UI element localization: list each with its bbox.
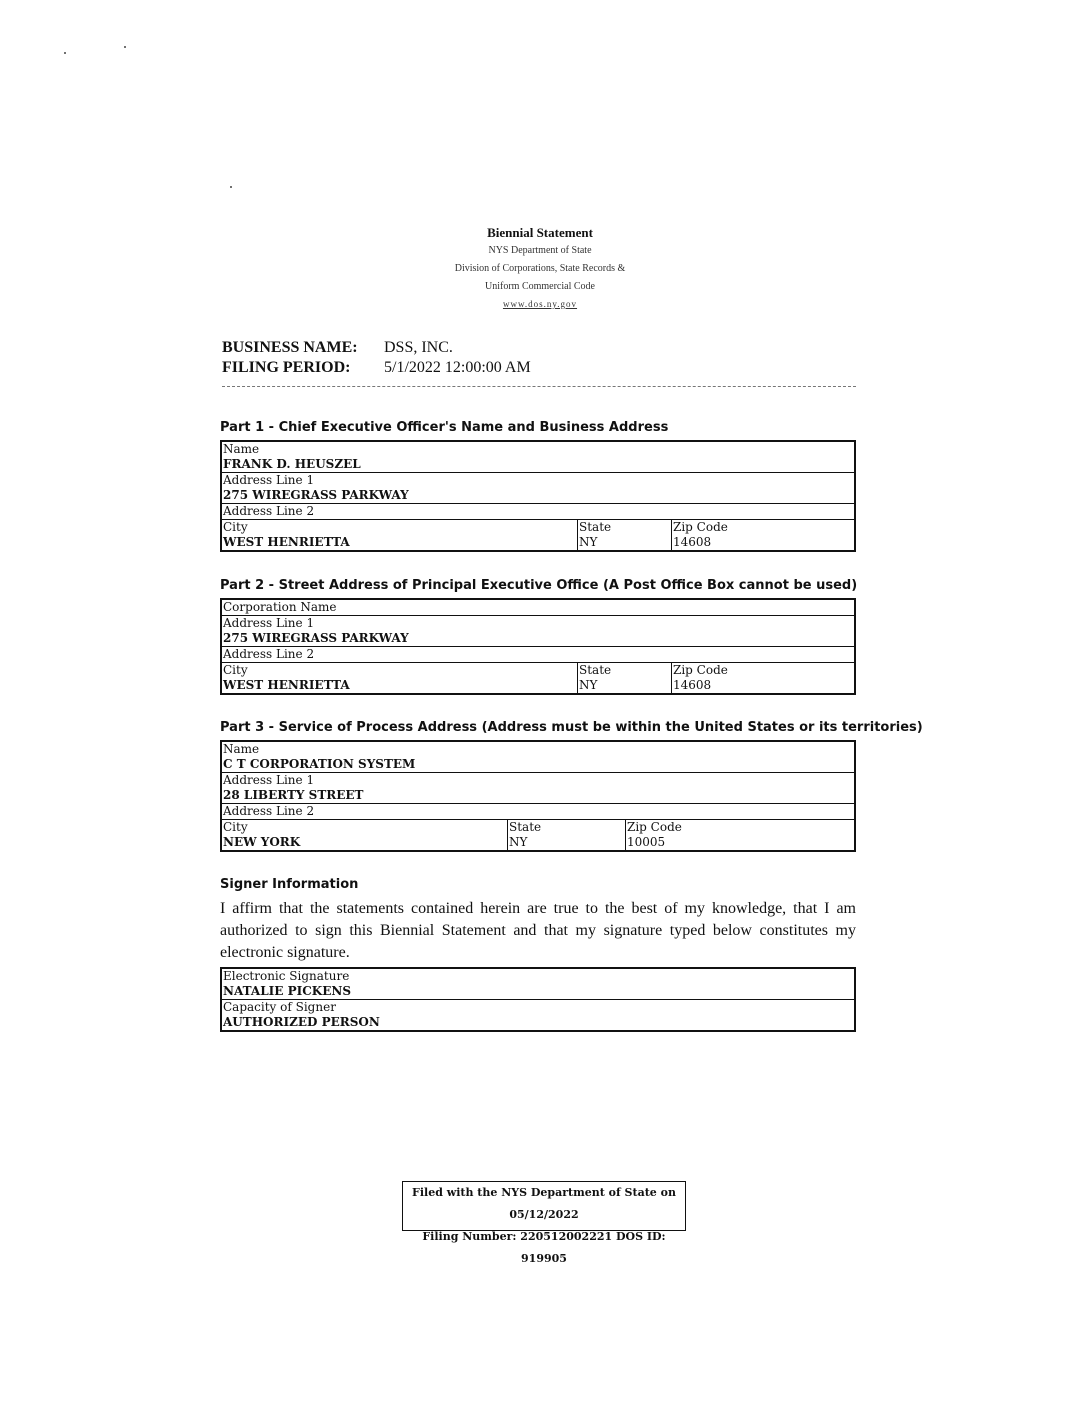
field-label: City (223, 520, 248, 534)
part1-title: Part 1 - Chief Executive Officer's Name and Business Address (220, 420, 669, 435)
document-header (440, 224, 640, 312)
field-label: Address Line 2 (223, 804, 315, 818)
field-label: Address Line 2 (223, 647, 315, 661)
part3-addr2-cell (221, 804, 855, 820)
office-state-value: NY (579, 678, 598, 692)
field-label: Name (223, 742, 260, 756)
filing-period-value: 5/1/2022 12:00:00 AM (384, 359, 531, 376)
filing-period-label: FILING PERIOD: (222, 359, 351, 376)
part3-state-cell (508, 820, 626, 852)
field-label: City (223, 663, 248, 677)
signature-cell (221, 968, 855, 1000)
business-name-label: BUSINESS NAME: (222, 339, 358, 356)
field-label: State (509, 820, 542, 834)
agent-name-value: C T CORPORATION SYSTEM (223, 757, 416, 771)
ceo-city-value: WEST HENRIETTA (223, 535, 350, 549)
ceo-name-value: FRANK D. HEUSZEL (223, 457, 361, 471)
business-name-value: DSS, INC. (384, 339, 453, 356)
filing-number-text: Filing Number: 220512002221 DOS ID: 919905 (422, 1230, 666, 1265)
agent-zip-value: 10005 (627, 835, 666, 849)
business-info (222, 338, 531, 378)
field-label: Corporation Name (223, 600, 337, 614)
field-label: Address Line 1 (223, 616, 315, 630)
signature-value: NATALIE PICKENS (223, 984, 351, 998)
signer-title: Signer Information (220, 877, 359, 892)
agent-city-value: NEW YORK (223, 835, 301, 849)
filed-date-text: Filed with the NYS Department of State on 05/12/2022 (412, 1186, 676, 1221)
part3-name-cell (221, 741, 855, 773)
field-label: State (579, 520, 612, 534)
division-name-cont: Uniform Commercial Code (485, 281, 595, 292)
field-label: Zip Code (673, 663, 728, 677)
part3-zip-cell (626, 820, 856, 852)
part3-title: Part 3 - Service of Process Address (Address must be within the United States or its territories) (220, 720, 923, 735)
part1-name-cell (221, 441, 855, 473)
part2-title: Part 2 - Street Address of Principal Executive Office (A Post Office Box cannot be used) (220, 578, 858, 593)
field-label: City (223, 820, 248, 834)
document-title: Biennial Statement (487, 225, 593, 240)
scan-speck (124, 46, 126, 48)
scan-speck (64, 52, 66, 54)
ceo-address1-value: 275 WIREGRASS PARKWAY (223, 488, 409, 502)
part2-addr2-cell (221, 647, 855, 663)
division-name: Division of Corporations, State Records & (454, 263, 626, 274)
field-label: Zip Code (627, 820, 682, 834)
affirmation-text: I affirm that the statements contained herein are true to the best of my knowledge, that I am authorized to sign this Biennial Statement and that my signature typed below constitutes my electronic signature. (220, 900, 856, 961)
part2-state-cell (578, 663, 672, 695)
signer-table (220, 967, 856, 1032)
divider (222, 386, 856, 387)
scan-speck (230, 186, 232, 188)
field-label: Address Line 1 (223, 473, 315, 487)
part1-addr1-cell (221, 473, 855, 504)
field-label: Address Line 2 (223, 504, 315, 518)
part3-addr1-cell (221, 773, 855, 804)
part1-state-cell (578, 520, 672, 552)
part1-city-cell (221, 520, 578, 552)
capacity-cell (221, 1000, 855, 1032)
part3-table (220, 740, 856, 852)
office-city-value: WEST HENRIETTA (223, 678, 350, 692)
part2-addr1-cell (221, 616, 855, 647)
part2-table (220, 598, 856, 695)
office-zip-value: 14608 (673, 678, 712, 692)
agent-state-value: NY (509, 835, 528, 849)
field-label: State (579, 663, 612, 677)
part2-zip-cell (672, 663, 856, 695)
part1-table (220, 440, 856, 552)
part3-city-cell (221, 820, 508, 852)
field-label: Electronic Signature (223, 969, 350, 983)
field-label: Zip Code (673, 520, 728, 534)
part2-city-cell (221, 663, 578, 695)
field-label: Name (223, 442, 260, 456)
ceo-zip-value: 14608 (673, 535, 712, 549)
field-label: Address Line 1 (223, 773, 315, 787)
agency-website-link[interactable]: www.dos.ny.gov (502, 299, 578, 309)
filing-stamp (402, 1181, 686, 1265)
capacity-value: AUTHORIZED PERSON (223, 1015, 380, 1029)
part1-addr2-cell (221, 504, 855, 520)
part1-zip-cell (672, 520, 856, 552)
agency-name: NYS Department of State (488, 245, 592, 256)
part2-corp-cell (221, 599, 855, 616)
office-address1-value: 275 WIREGRASS PARKWAY (223, 631, 409, 645)
field-label: Capacity of Signer (223, 1000, 336, 1014)
ceo-state-value: NY (579, 535, 598, 549)
agent-address1-value: 28 LIBERTY STREET (223, 788, 364, 802)
